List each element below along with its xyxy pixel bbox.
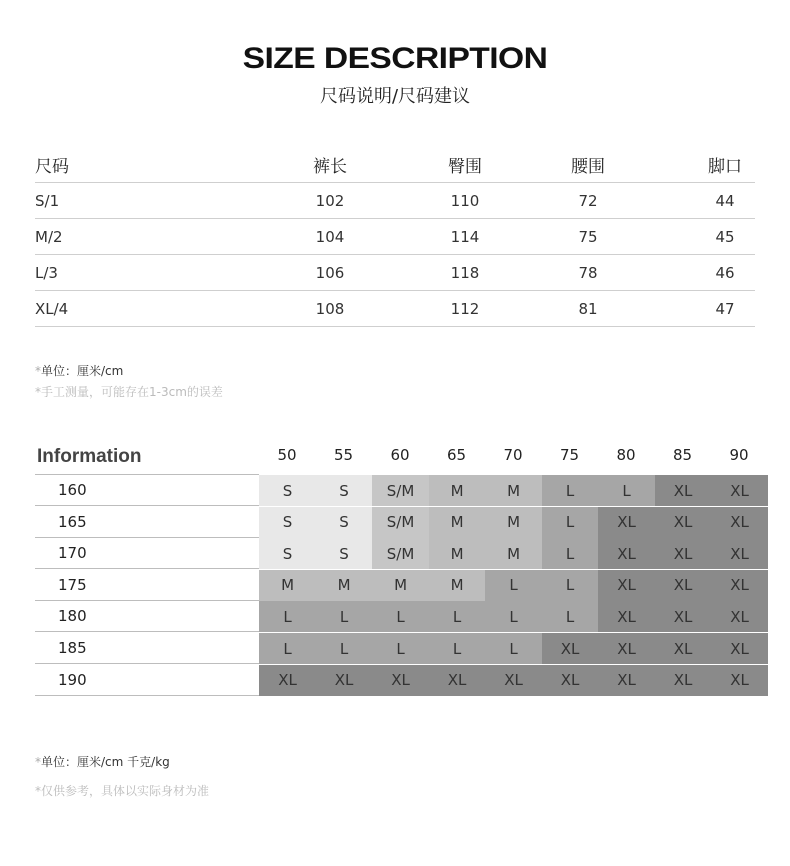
size-cell: XL bbox=[655, 665, 712, 696]
weight-label: 90 bbox=[729, 446, 749, 464]
row-hip: 118 bbox=[450, 263, 480, 282]
row-length: 108 bbox=[315, 299, 345, 318]
size-cell: XL bbox=[711, 507, 768, 538]
size-cell: XL bbox=[598, 601, 655, 632]
height-label: 180 bbox=[35, 601, 259, 632]
header-waist: 腰围 bbox=[571, 156, 605, 177]
weight-label: 65 bbox=[446, 446, 467, 464]
row-length: 104 bbox=[315, 227, 345, 246]
row-length: 102 bbox=[315, 191, 345, 210]
size-cell: XL bbox=[711, 475, 768, 506]
size-cell: M bbox=[485, 507, 542, 538]
row-hem: 45 bbox=[715, 227, 735, 246]
row-hip: 112 bbox=[450, 299, 480, 318]
size-cell: L bbox=[259, 633, 316, 664]
height-label: 170 bbox=[35, 538, 259, 569]
size-cell: S bbox=[316, 507, 373, 538]
size-cell: S bbox=[259, 507, 316, 538]
size-cell: XL bbox=[259, 665, 316, 696]
table-row bbox=[35, 601, 758, 632]
height-label: 175 bbox=[35, 570, 259, 601]
size-cell: XL bbox=[542, 633, 599, 664]
table-row bbox=[35, 633, 758, 664]
height-label: 165 bbox=[35, 507, 259, 538]
table-row bbox=[35, 665, 758, 696]
row-size: M/2 bbox=[35, 227, 63, 246]
size-cell: M bbox=[485, 475, 542, 506]
size-cell: XL bbox=[598, 507, 655, 538]
size-cell: S bbox=[259, 538, 316, 569]
size-cell: XL bbox=[598, 633, 655, 664]
size-cell: M bbox=[259, 570, 316, 601]
size-cell: M bbox=[429, 475, 486, 506]
size-cell: L bbox=[372, 601, 429, 632]
weight-label: 85 bbox=[672, 446, 693, 464]
height-label: 190 bbox=[35, 665, 259, 696]
size-cell: L bbox=[542, 601, 599, 632]
size-cell: XL bbox=[655, 507, 712, 538]
error-note: *手工测量，可能存在1-3cm的误差 bbox=[35, 385, 223, 399]
size-cell: L bbox=[259, 601, 316, 632]
row-size: XL/4 bbox=[35, 299, 69, 318]
table-row bbox=[35, 183, 755, 219]
size-cell: XL bbox=[655, 633, 712, 664]
size-cell: XL bbox=[655, 601, 712, 632]
weight-label: 80 bbox=[616, 446, 636, 464]
size-cell: M bbox=[429, 507, 486, 538]
height-label: 185 bbox=[35, 633, 259, 664]
size-cell: L bbox=[372, 633, 429, 664]
size-cell: M bbox=[485, 538, 542, 569]
header-length: 裤长 bbox=[313, 156, 347, 177]
size-cell: XL bbox=[598, 538, 655, 569]
size-cell: L bbox=[542, 507, 599, 538]
size-cell: L bbox=[429, 633, 486, 664]
reference-note-text: 仅供参考，具体以实际身材为准 bbox=[41, 784, 210, 798]
size-cell: L bbox=[598, 475, 655, 506]
size-cell: S/M bbox=[372, 475, 429, 506]
row-size: S/1 bbox=[35, 191, 60, 210]
size-table-header bbox=[35, 146, 755, 183]
table-row bbox=[35, 255, 755, 291]
unit-note: *单位：厘米/cm bbox=[35, 364, 124, 378]
size-cell: L bbox=[316, 601, 373, 632]
size-cell: S bbox=[316, 475, 373, 506]
size-cell: S bbox=[316, 538, 373, 569]
table-row bbox=[35, 291, 755, 327]
size-cell: M bbox=[316, 570, 373, 601]
size-cell: S bbox=[259, 475, 316, 506]
row-hem: 47 bbox=[715, 299, 735, 318]
size-cell: S/M bbox=[372, 507, 429, 538]
row-waist: 81 bbox=[578, 299, 598, 318]
size-cell: XL bbox=[598, 570, 655, 601]
page-subtitle: 尺码说明/尺码建议 bbox=[319, 86, 471, 107]
table-row bbox=[35, 219, 755, 255]
size-cell: XL bbox=[711, 665, 768, 696]
size-cell: XL bbox=[655, 475, 712, 506]
size-cell: XL bbox=[711, 601, 768, 632]
size-cell: XL bbox=[711, 538, 768, 569]
info-table-label: Information bbox=[37, 446, 142, 467]
reference-note: *仅供参考，具体以实际身材为准 bbox=[35, 784, 210, 798]
size-cell: L bbox=[485, 570, 542, 601]
page-title: SIZE DESCRIPTION bbox=[242, 42, 548, 75]
bottom-unit-note-text: 单位：厘米/cm 千克/kg bbox=[41, 755, 170, 769]
size-cell: L bbox=[485, 633, 542, 664]
size-table bbox=[35, 146, 755, 327]
table-row bbox=[35, 507, 758, 538]
size-cell: L bbox=[542, 570, 599, 601]
bottom-unit-note: *单位：厘米/cm 千克/kg bbox=[35, 755, 170, 769]
size-cell: XL bbox=[711, 633, 768, 664]
size-cell: L bbox=[542, 475, 599, 506]
header-size: 尺码 bbox=[35, 156, 69, 177]
size-cell: M bbox=[429, 570, 486, 601]
row-size: L/3 bbox=[35, 263, 58, 282]
row-waist: 78 bbox=[578, 263, 598, 282]
size-cell: XL bbox=[711, 570, 768, 601]
weight-label: 70 bbox=[503, 446, 523, 464]
unit-note-text: 单位：厘米/cm bbox=[41, 364, 124, 378]
row-length: 106 bbox=[315, 263, 345, 282]
row-hip: 110 bbox=[450, 191, 480, 210]
row-hem: 46 bbox=[715, 263, 735, 282]
size-cell: XL bbox=[316, 665, 373, 696]
weight-label: 55 bbox=[333, 446, 354, 464]
size-cell: XL bbox=[542, 665, 599, 696]
weight-label: 60 bbox=[390, 446, 410, 464]
height-label: 160 bbox=[35, 475, 259, 506]
size-cell: L bbox=[485, 601, 542, 632]
size-cell: L bbox=[429, 601, 486, 632]
size-cell: XL bbox=[429, 665, 486, 696]
row-hip: 114 bbox=[450, 227, 480, 246]
size-cell: XL bbox=[485, 665, 542, 696]
table-row bbox=[35, 475, 758, 506]
row-waist: 75 bbox=[578, 227, 598, 246]
header-hip: 臀围 bbox=[448, 156, 482, 177]
size-cell: L bbox=[316, 633, 373, 664]
row-waist: 72 bbox=[578, 191, 598, 210]
size-cell: XL bbox=[655, 538, 712, 569]
table-row bbox=[35, 570, 758, 601]
size-cell: M bbox=[372, 570, 429, 601]
weight-label: 50 bbox=[277, 446, 297, 464]
size-cell: M bbox=[429, 538, 486, 569]
table-row bbox=[35, 538, 758, 569]
size-cell: XL bbox=[598, 665, 655, 696]
size-cell: XL bbox=[655, 570, 712, 601]
error-note-text: 手工测量，可能存在1-3cm的误差 bbox=[41, 385, 223, 399]
row-hem: 44 bbox=[715, 191, 735, 210]
size-cell: L bbox=[542, 538, 599, 569]
weight-label: 75 bbox=[559, 446, 580, 464]
size-cell: S/M bbox=[372, 538, 429, 569]
header-hem: 脚口 bbox=[708, 156, 742, 177]
size-cell: XL bbox=[372, 665, 429, 696]
